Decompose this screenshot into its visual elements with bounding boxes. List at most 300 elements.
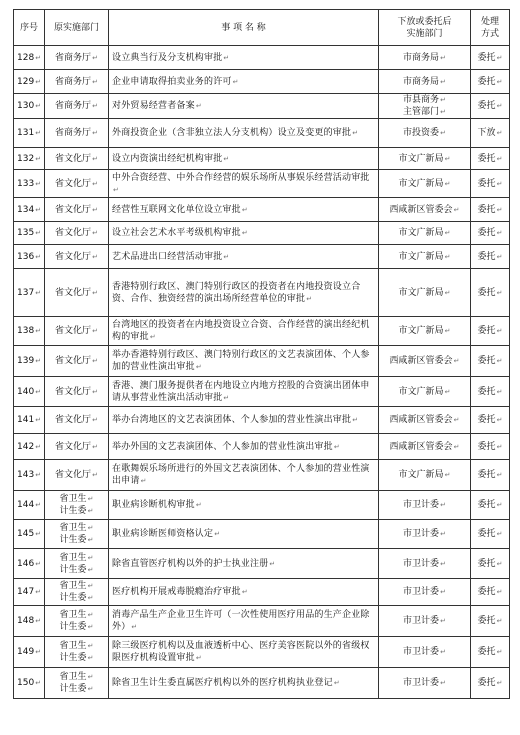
cell-method xyxy=(471,346,510,377)
paragraph-mark: ↵ xyxy=(496,154,503,163)
paragraph-mark: ↵ xyxy=(149,333,156,341)
table-row xyxy=(14,70,510,94)
cell-no xyxy=(14,70,45,94)
cell-target xyxy=(379,491,471,520)
cell-dept-line xyxy=(48,592,105,604)
paragraph-mark: ↵ xyxy=(269,559,276,568)
table-row xyxy=(14,170,510,198)
cell-item xyxy=(109,119,379,148)
paragraph-mark: ↵ xyxy=(496,327,503,335)
cell-no xyxy=(14,549,45,579)
cell-no-text: 144 xyxy=(17,500,35,510)
cell-dept xyxy=(45,46,109,70)
cell-item-text: 医疗机构开展戒毒脱瘾治疗审批 xyxy=(112,587,241,597)
cell-item-text: 举办外国的文艺表演团体、个人参加的营业性演出审批 xyxy=(112,441,333,452)
paragraph-mark: ↵ xyxy=(333,679,340,687)
paragraph-mark: ↵ xyxy=(232,77,239,86)
cell-dept-line xyxy=(48,251,105,263)
paragraph-mark: ↵ xyxy=(496,416,503,424)
paragraph-mark: ↵ xyxy=(35,416,42,424)
cell-method-text: 委托 xyxy=(477,52,496,63)
cell-target-text: 市商务局 xyxy=(403,52,440,63)
cell-item-text: 经营性互联网文化单位设立审批 xyxy=(112,204,241,215)
table-row xyxy=(14,198,510,222)
paragraph-mark: ↵ xyxy=(35,588,42,596)
table-row xyxy=(14,148,510,170)
cell-no xyxy=(14,119,45,148)
paragraph-mark: ↵ xyxy=(440,588,446,596)
cell-dept-line xyxy=(48,52,105,64)
paragraph-mark: ↵ xyxy=(87,524,94,532)
paragraph-mark: ↵ xyxy=(87,507,94,515)
cell-no-text: 137 xyxy=(17,287,35,298)
cell-method xyxy=(471,148,510,170)
paragraph-mark: ↵ xyxy=(496,252,503,261)
cell-target-line xyxy=(382,251,467,263)
cell-no xyxy=(14,94,45,119)
cell-method xyxy=(471,119,510,148)
paragraph-mark: ↵ xyxy=(496,77,503,86)
cell-item-text: 职业病诊断机构审批 xyxy=(112,500,195,510)
cell-dept xyxy=(45,606,109,637)
cell-no xyxy=(14,317,45,346)
paragraph-mark: ↵ xyxy=(87,553,94,562)
paragraph-mark: ↵ xyxy=(444,327,451,335)
cell-dept xyxy=(45,222,109,245)
cell-item xyxy=(109,668,379,699)
cell-dept-text: 省文化厅 xyxy=(55,356,92,366)
paragraph-mark: ↵ xyxy=(496,679,503,687)
cell-item-text: 企业申请取得拍卖业务的许可 xyxy=(112,76,232,87)
cell-method xyxy=(471,245,510,269)
cell-method xyxy=(471,70,510,94)
paragraph-mark: ↵ xyxy=(496,501,503,509)
cell-method-text: 委托 xyxy=(477,228,496,238)
cell-dept-line xyxy=(48,287,105,299)
paragraph-mark: ↵ xyxy=(87,673,94,681)
cell-dept-text: 计生委 xyxy=(59,564,87,575)
paragraph-mark: ↵ xyxy=(223,393,230,402)
cell-target xyxy=(379,170,471,198)
paragraph-mark: ↵ xyxy=(35,530,42,538)
header-target-line: 下放或委托后 xyxy=(397,16,452,27)
table-row xyxy=(14,668,510,699)
cell-dept-line xyxy=(48,227,105,239)
cell-method-text: 委托 xyxy=(477,386,496,397)
cell-target-line xyxy=(382,528,467,540)
cell-dept-text: 省文化厅 xyxy=(55,470,92,480)
paragraph-mark: ↵ xyxy=(140,477,147,485)
cell-dept-line xyxy=(48,534,105,546)
cell-no-text: 139 xyxy=(17,356,35,366)
cell-item xyxy=(109,637,379,668)
paragraph-mark: ↵ xyxy=(92,288,98,297)
cell-no-text: 130 xyxy=(17,101,35,111)
cell-target xyxy=(379,549,471,579)
cell-no-text: 138 xyxy=(17,326,35,336)
cell-method-text: 委托 xyxy=(477,415,496,425)
cell-target-line xyxy=(382,441,467,453)
cell-target xyxy=(379,434,471,460)
cell-dept-line xyxy=(48,683,105,695)
cell-no-text: 146 xyxy=(17,558,35,569)
cell-no-text: 149 xyxy=(17,647,35,657)
cell-dept xyxy=(45,434,109,460)
cell-item xyxy=(109,460,379,491)
cell-dept-text: 省卫生 xyxy=(59,672,87,682)
cell-no-text: 136 xyxy=(17,251,35,262)
cell-method xyxy=(471,491,510,520)
cell-target xyxy=(379,579,471,606)
paragraph-mark: ↵ xyxy=(241,588,248,596)
cell-target xyxy=(379,377,471,407)
paragraph-mark: ↵ xyxy=(35,229,42,237)
table-row xyxy=(14,94,510,119)
cell-no-text: 142 xyxy=(17,441,35,452)
paragraph-mark: ↵ xyxy=(195,654,202,662)
cell-target xyxy=(379,606,471,637)
cell-dept-line xyxy=(48,564,105,576)
cell-method-text: 委托 xyxy=(477,356,496,366)
cell-dept xyxy=(45,70,109,94)
cell-dept xyxy=(45,520,109,549)
header-target xyxy=(379,10,471,46)
cell-item xyxy=(109,491,379,520)
table-body xyxy=(14,46,510,699)
cell-target xyxy=(379,119,471,148)
cell-no xyxy=(14,222,45,245)
cell-target-line xyxy=(382,558,467,570)
cell-target xyxy=(379,46,471,70)
paragraph-mark: ↵ xyxy=(352,416,359,424)
cell-dept-line xyxy=(48,493,105,505)
cell-dept-line xyxy=(48,621,105,633)
cell-dept-text: 计生委 xyxy=(59,622,87,632)
paragraph-mark: ↵ xyxy=(496,102,503,110)
cell-no-text: 131 xyxy=(17,128,35,138)
cell-target-line xyxy=(382,94,467,106)
cell-item-text: 除省卫生计生委直属医疗机构以外的医疗机构执业登记 xyxy=(112,678,333,688)
cell-method xyxy=(471,606,510,637)
table-row xyxy=(14,579,510,606)
paragraph-mark: ↵ xyxy=(35,77,42,86)
paragraph-mark: ↵ xyxy=(35,617,42,625)
paragraph-mark: ↵ xyxy=(92,205,98,214)
cell-no xyxy=(14,434,45,460)
cell-target-line xyxy=(382,52,467,64)
paragraph-mark: ↵ xyxy=(87,582,94,590)
cell-dept-text: 省文化厅 xyxy=(55,228,92,238)
paragraph-mark: ↵ xyxy=(87,565,94,574)
paragraph-mark: ↵ xyxy=(223,154,230,163)
table-row xyxy=(14,245,510,269)
paragraph-mark: ↵ xyxy=(87,642,94,650)
cell-no-text: 133 xyxy=(17,178,35,189)
cell-target-text: 市卫计委 xyxy=(403,678,440,688)
cell-target xyxy=(379,637,471,668)
cell-dept xyxy=(45,346,109,377)
cell-target xyxy=(379,269,471,317)
cell-item-text: 香港、澳门服务提供者在内地设立内地方控股的合资演出团体申请从事营业性演出活动审批 xyxy=(112,380,370,403)
cell-target-text: 市商务局 xyxy=(403,76,440,87)
cell-dept-line xyxy=(48,178,105,190)
cell-dept-line xyxy=(48,325,105,337)
cell-item xyxy=(109,606,379,637)
cell-method-text: 委托 xyxy=(477,326,496,336)
cell-dept-line xyxy=(48,505,105,517)
cell-target-line xyxy=(382,325,467,337)
cell-dept xyxy=(45,407,109,434)
cell-dept-text: 省卫生 xyxy=(59,523,87,533)
table-row xyxy=(14,606,510,637)
paragraph-mark: ↵ xyxy=(352,129,359,137)
cell-target-text: 市文广新局 xyxy=(398,470,444,480)
cell-target-text: 市文广新局 xyxy=(398,386,444,397)
cell-target-text: 市文广新局 xyxy=(398,228,444,238)
cell-dept-line xyxy=(48,640,105,652)
header-row xyxy=(14,10,510,46)
paragraph-mark: ↵ xyxy=(87,536,94,544)
cell-no xyxy=(14,346,45,377)
paragraph-mark: ↵ xyxy=(35,53,42,62)
cell-dept-text: 省文化厅 xyxy=(55,386,92,397)
cell-target-line xyxy=(382,76,467,88)
paragraph-mark: ↵ xyxy=(35,442,42,451)
table-row xyxy=(14,549,510,579)
cell-dept-line xyxy=(48,441,105,453)
table-row xyxy=(14,460,510,491)
cell-item-text: 外商投资企业（含非独立法人分支机构）设立及变更的审批 xyxy=(112,128,352,138)
cell-dept-line xyxy=(48,127,105,139)
paragraph-mark: ↵ xyxy=(444,179,451,188)
paragraph-mark: ↵ xyxy=(440,679,446,687)
cell-target-line xyxy=(382,355,467,367)
cell-target-line xyxy=(382,469,467,481)
cell-method xyxy=(471,407,510,434)
cell-method-text: 委托 xyxy=(477,616,496,626)
paragraph-mark: ↵ xyxy=(444,288,451,297)
paragraph-mark: ↵ xyxy=(453,416,460,424)
cell-target-text: 市县商务 xyxy=(403,95,440,105)
paragraph-mark: ↵ xyxy=(35,679,42,687)
cell-dept-line xyxy=(48,609,105,621)
cell-method-text: 委托 xyxy=(477,76,496,87)
cell-dept-text: 省卫生 xyxy=(59,641,87,651)
cell-item-text: 对外贸易经营者备案 xyxy=(112,101,195,111)
cell-target-line xyxy=(382,127,467,139)
cell-target xyxy=(379,94,471,119)
cell-dept-line xyxy=(48,386,105,398)
paragraph-mark: ↵ xyxy=(35,501,42,509)
cell-target-line xyxy=(382,586,467,598)
cell-no xyxy=(14,148,45,170)
cell-no-text: 128 xyxy=(17,52,35,63)
cell-target-line xyxy=(382,615,467,627)
paragraph-mark: ↵ xyxy=(440,53,446,62)
header-method-line: 方式 xyxy=(480,28,499,39)
cell-item-text: 举办香港特别行政区、澳门特别行政区的文艺表演团体、个人参加的营业性演出审批 xyxy=(112,350,370,372)
paragraph-mark: ↵ xyxy=(92,387,98,396)
paragraph-mark: ↵ xyxy=(440,96,446,104)
paragraph-mark: ↵ xyxy=(87,623,94,631)
cell-method-text: 委托 xyxy=(477,647,496,657)
cell-no-text: 134 xyxy=(17,204,35,215)
cell-target xyxy=(379,346,471,377)
cell-dept-text: 省商务厅 xyxy=(55,52,92,63)
cell-dept xyxy=(45,170,109,198)
document-table-page xyxy=(13,9,510,699)
cell-method-text: 委托 xyxy=(477,178,496,189)
cell-method-text: 委托 xyxy=(477,587,496,597)
cell-method-text: 委托 xyxy=(477,470,496,480)
cell-no xyxy=(14,460,45,491)
cell-dept-line xyxy=(48,580,105,592)
paragraph-mark: ↵ xyxy=(92,416,98,424)
cell-target-text: 市文广新局 xyxy=(398,251,444,262)
cell-method xyxy=(471,549,510,579)
cell-dept-text: 省卫生 xyxy=(59,494,87,504)
cell-item xyxy=(109,269,379,317)
cell-target-text: 市投资委 xyxy=(403,128,440,138)
paragraph-mark: ↵ xyxy=(35,179,42,188)
paragraph-mark: ↵ xyxy=(87,654,94,662)
cell-item xyxy=(109,317,379,346)
paragraph-mark: ↵ xyxy=(333,442,340,451)
cell-method xyxy=(471,520,510,549)
cell-dept-text: 计生委 xyxy=(59,684,87,694)
cell-dept-text: 省商务厅 xyxy=(55,76,92,87)
cell-target-text: 市卫计委 xyxy=(403,558,440,569)
paragraph-mark: ↵ xyxy=(440,501,446,509)
paragraph-mark: ↵ xyxy=(496,129,503,137)
paragraph-mark: ↵ xyxy=(496,179,503,188)
cell-dept-text: 省卫生 xyxy=(59,552,87,563)
paragraph-mark: ↵ xyxy=(195,102,202,110)
cell-target xyxy=(379,407,471,434)
cell-target xyxy=(379,317,471,346)
paragraph-mark: ↵ xyxy=(453,357,460,365)
cell-no xyxy=(14,377,45,407)
paragraph-mark: ↵ xyxy=(496,559,503,568)
cell-method-text: 委托 xyxy=(477,678,496,688)
cell-target-line xyxy=(382,499,467,511)
header-dept: 原实施部门 xyxy=(45,10,109,46)
table-row xyxy=(14,119,510,148)
paragraph-mark: ↵ xyxy=(444,229,451,237)
paragraph-mark: ↵ xyxy=(35,471,42,479)
cell-item xyxy=(109,579,379,606)
cell-no-text: 150 xyxy=(17,678,35,688)
cell-no xyxy=(14,170,45,198)
cell-dept-text: 省文化厅 xyxy=(55,287,92,298)
header-item: 事 项 名 称 xyxy=(109,10,379,46)
cell-dept-text: 计生委 xyxy=(59,535,87,545)
cell-item xyxy=(109,549,379,579)
cell-item-text: 在歌舞娱乐场所进行的外国文艺表演团体、个人参加的营业性演出申请 xyxy=(112,464,370,486)
paragraph-mark: ↵ xyxy=(496,617,503,625)
cell-method xyxy=(471,269,510,317)
cell-no-text: 147 xyxy=(17,587,35,597)
paragraph-mark: ↵ xyxy=(35,387,42,396)
paragraph-mark: ↵ xyxy=(35,252,42,261)
cell-no-text: 129 xyxy=(17,76,35,87)
cell-no xyxy=(14,46,45,70)
paragraph-mark: ↵ xyxy=(92,77,98,86)
table-row xyxy=(14,520,510,549)
table-row xyxy=(14,637,510,668)
paragraph-mark: ↵ xyxy=(92,327,98,335)
cell-target-text: 西咸新区管委会 xyxy=(389,356,453,366)
cell-dept xyxy=(45,198,109,222)
cell-dept-text: 省文化厅 xyxy=(55,415,92,425)
paragraph-mark: ↵ xyxy=(453,442,460,451)
cell-target xyxy=(379,198,471,222)
table-row xyxy=(14,377,510,407)
cell-dept-text: 计生委 xyxy=(59,506,87,516)
paragraph-mark: ↵ xyxy=(214,530,221,538)
cell-target-line xyxy=(382,178,467,190)
cell-method-text: 委托 xyxy=(477,204,496,215)
paragraph-mark: ↵ xyxy=(496,357,503,365)
cell-dept xyxy=(45,119,109,148)
paragraph-mark: ↵ xyxy=(453,205,460,214)
items-table xyxy=(13,9,510,699)
table-row xyxy=(14,491,510,520)
cell-method xyxy=(471,198,510,222)
table-row xyxy=(14,346,510,377)
cell-target-line xyxy=(382,227,467,239)
cell-no-text: 141 xyxy=(17,415,35,425)
cell-dept xyxy=(45,148,109,170)
cell-method-text: 委托 xyxy=(477,101,496,111)
cell-item xyxy=(109,198,379,222)
cell-target-text: 主管部门 xyxy=(403,107,440,117)
cell-target xyxy=(379,148,471,170)
cell-target-text: 市卫计委 xyxy=(403,587,440,597)
cell-dept xyxy=(45,460,109,491)
cell-dept-text: 计生委 xyxy=(59,653,87,663)
cell-dept xyxy=(45,245,109,269)
cell-dept-text: 省商务厅 xyxy=(55,128,92,138)
cell-dept-line xyxy=(48,652,105,664)
cell-target xyxy=(379,460,471,491)
cell-method xyxy=(471,434,510,460)
cell-dept xyxy=(45,549,109,579)
cell-target-line xyxy=(382,287,467,299)
cell-no xyxy=(14,579,45,606)
paragraph-mark: ↵ xyxy=(131,623,138,631)
paragraph-mark: ↵ xyxy=(440,648,446,656)
paragraph-mark: ↵ xyxy=(92,154,98,163)
cell-item xyxy=(109,346,379,377)
header-no: 序号 xyxy=(14,10,45,46)
paragraph-mark: ↵ xyxy=(35,154,42,163)
table-row xyxy=(14,407,510,434)
cell-method xyxy=(471,46,510,70)
cell-item xyxy=(109,170,379,198)
cell-target-line xyxy=(382,677,467,689)
cell-dept-text: 省文化厅 xyxy=(55,178,92,189)
paragraph-mark: ↵ xyxy=(496,530,503,538)
cell-no-text: 148 xyxy=(17,616,35,626)
table-row xyxy=(14,222,510,245)
cell-item xyxy=(109,94,379,119)
cell-target xyxy=(379,668,471,699)
cell-no xyxy=(14,269,45,317)
cell-target-line xyxy=(382,153,467,165)
cell-dept xyxy=(45,317,109,346)
paragraph-mark: ↵ xyxy=(444,252,451,261)
